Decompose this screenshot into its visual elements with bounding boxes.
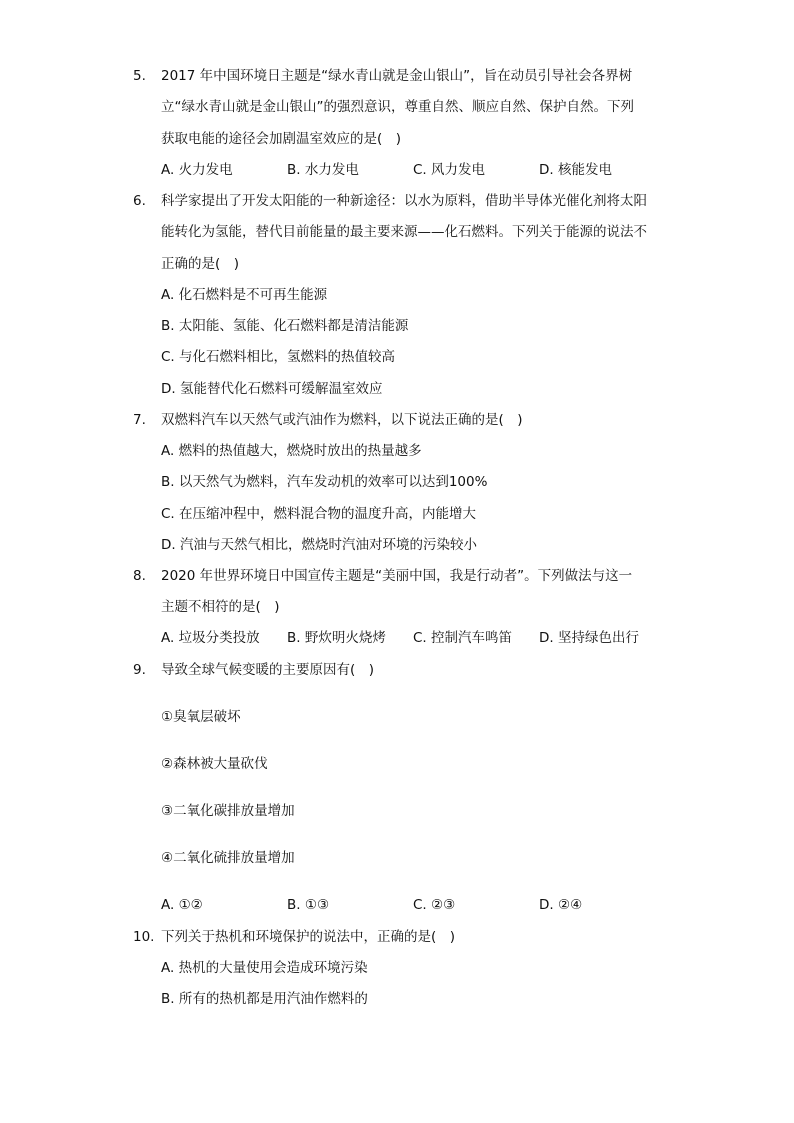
question-text-line: 双燃料汽车以天然气或汽油作为燃料，以下说法正确的是( ) (161, 412, 523, 428)
question-text-line: 获取电能的途径会加剧温室效应的是( ) (161, 131, 402, 147)
option-d[interactable]: D. ②④ (539, 897, 583, 913)
statement-item: ③二氧化碳排放量增加 (161, 803, 295, 819)
option-c[interactable]: C. 与化石燃料相比，氢燃料的热值较高 (161, 349, 396, 365)
option-b[interactable]: B. 所有的热机都是用汽油作燃料的 (161, 991, 368, 1007)
question-number: 10. (133, 929, 155, 945)
option-a[interactable]: A. ①② (161, 897, 203, 913)
question-text-line: 下列关于热机和环境保护的说法中，正确的是( ) (161, 929, 456, 945)
question-text-line: 主题不相符的是( ) (161, 599, 280, 615)
option-b[interactable]: B. ①③ (287, 897, 330, 913)
question-number: 7. (133, 412, 146, 428)
option-c[interactable]: C. 在压缩冲程中，燃料混合物的温度升高，内能增大 (161, 506, 477, 522)
question-number: 5. (133, 68, 146, 84)
option-a[interactable]: A. 火力发电 (161, 162, 233, 178)
question-number: 8. (133, 568, 146, 584)
option-c[interactable]: C. 风力发电 (413, 162, 486, 178)
statement-item: ④二氧化硫排放量增加 (161, 850, 295, 866)
option-b[interactable]: B. 以天然气为燃料，汽车发动机的效率可以达到100% (161, 474, 488, 490)
question-text-line: 科学家提出了开发太阳能的一种新途径：以水为原料，借助半导体光催化剂将太阳 (161, 193, 647, 209)
question-text-line: 立“绿水青山就是金山银山”的强烈意识，尊重自然、顺应自然、保护自然。下列 (161, 99, 634, 115)
question-number: 6. (133, 193, 146, 209)
option-a[interactable]: A. 燃料的热值越大，燃烧时放出的热量越多 (161, 443, 422, 459)
statement-item: ①臭氧层破坏 (161, 709, 241, 725)
option-b[interactable]: B. 野炊明火烧烤 (287, 630, 386, 646)
option-d[interactable]: D. 汽油与天然气相比，燃烧时汽油对环境的污染较小 (161, 537, 477, 553)
statement-item: ②森林被大量砍伐 (161, 756, 268, 772)
option-d[interactable]: D. 坚持绿色出行 (539, 630, 639, 646)
question-text-line: 能转化为氢能，替代目前能量的最主要来源——化石燃料。下列关于能源的说法不 (161, 224, 647, 240)
option-b[interactable]: B. 太阳能、氢能、化石燃料都是清洁能源 (161, 318, 409, 334)
question-text-line: 2020 年世界环境日中国宣传主题是“美丽中国，我是行动者”。下列做法与这一 (161, 568, 633, 584)
option-a[interactable]: A. 垃圾分类投放 (161, 630, 260, 646)
option-d[interactable]: D. 氢能替代化石燃料可缓解温室效应 (161, 381, 383, 397)
option-c[interactable]: C. 控制汽车鸣笛 (413, 630, 513, 646)
question-number: 9. (133, 662, 146, 678)
question-text-line: 导致全球气候变暖的主要原因有( ) (161, 662, 375, 678)
option-d[interactable]: D. 核能发电 (539, 162, 612, 178)
question-text-line: 正确的是( ) (161, 256, 240, 272)
option-a[interactable]: A. 化石燃料是不可再生能源 (161, 287, 328, 303)
option-b[interactable]: B. 水力发电 (287, 162, 359, 178)
question-text-line: 2017 年中国环境日主题是“绿水青山就是金山银山”，旨在动员引导社会各界树 (161, 68, 633, 84)
option-c[interactable]: C. ②③ (413, 897, 456, 913)
option-a[interactable]: A. 热机的大量使用会造成环境污染 (161, 960, 368, 976)
